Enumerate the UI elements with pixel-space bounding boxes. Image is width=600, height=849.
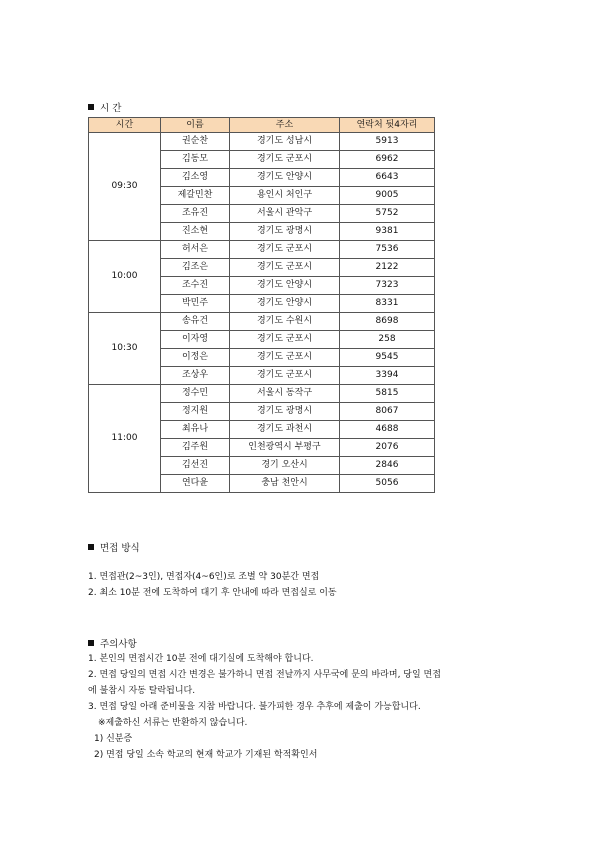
- contact-cell: 2122: [340, 259, 435, 277]
- contact-cell: 8331: [340, 295, 435, 313]
- contact-cell: 8698: [340, 313, 435, 331]
- schedule-heading: [88, 100, 121, 114]
- time-cell: 10:30: [89, 313, 161, 385]
- name-cell: 조수진: [161, 277, 230, 295]
- note-line: 3. 면접 당일 아래 준비물을 지참 바랍니다. 불가피한 경우 추후에 제출이 가능합니다.: [88, 702, 421, 712]
- method-title: 면접 방식: [100, 543, 140, 554]
- table-row: [89, 385, 435, 403]
- table-row: [89, 313, 435, 331]
- contact-cell: 7323: [340, 277, 435, 295]
- contact-cell: 5752: [340, 205, 435, 223]
- note-line: 1. 본인의 면접시간 10분 전에 대기실에 도착해야 합니다.: [88, 654, 314, 664]
- contact-cell: 9005: [340, 187, 435, 205]
- contact-cell: 9545: [340, 349, 435, 367]
- address-cell: 용인시 처인구: [230, 187, 340, 205]
- square-bullet-icon: [88, 104, 94, 110]
- address-cell: 경기 오산시: [230, 457, 340, 475]
- method-item: 2. 최소 10분 전에 도착하여 대기 후 안내에 따라 면접실로 이동: [88, 588, 337, 598]
- contact-cell: 8067: [340, 403, 435, 421]
- header-name: 이름: [161, 118, 230, 133]
- address-cell: 경기도 수원시: [230, 313, 340, 331]
- contact-cell: 5815: [340, 385, 435, 403]
- header-contact: 연락처 뒷4자리: [340, 118, 435, 133]
- name-cell: 김소영: [161, 169, 230, 187]
- address-cell: 인천광역시 부평구: [230, 439, 340, 457]
- note-line: 2. 면접 당일의 면접 시간 변경은 불가하니 면접 전날까지 사무국에 문의 바라며, 당일 면접: [88, 670, 441, 680]
- contact-cell: 3394: [340, 367, 435, 385]
- name-cell: 이자영: [161, 331, 230, 349]
- schedule-table: [88, 117, 435, 493]
- address-cell: 경기도 광명시: [230, 403, 340, 421]
- contact-cell: 6643: [340, 169, 435, 187]
- address-cell: 경기도 군포시: [230, 241, 340, 259]
- name-cell: 연다윤: [161, 475, 230, 493]
- name-cell: 권순찬: [161, 133, 230, 151]
- note-line: 에 불참시 자동 탈락됩니다.: [88, 686, 196, 696]
- contact-cell: 9381: [340, 223, 435, 241]
- note-line-remark: ※제출하신 서류는 반환하지 않습니다.: [98, 718, 248, 728]
- name-cell: 김동모: [161, 151, 230, 169]
- name-cell: 진소현: [161, 223, 230, 241]
- name-cell: 최유나: [161, 421, 230, 439]
- contact-cell: 258: [340, 331, 435, 349]
- contact-cell: 7536: [340, 241, 435, 259]
- address-cell: 경기도 군포시: [230, 349, 340, 367]
- name-cell: 김주원: [161, 439, 230, 457]
- address-cell: 경기도 군포시: [230, 259, 340, 277]
- contact-cell: 6962: [340, 151, 435, 169]
- contact-cell: 2076: [340, 439, 435, 457]
- address-cell: 서울시 관악구: [230, 205, 340, 223]
- name-cell: 박민주: [161, 295, 230, 313]
- address-cell: 경기도 군포시: [230, 331, 340, 349]
- address-cell: 경기도 군포시: [230, 367, 340, 385]
- square-bullet-icon: [88, 544, 94, 550]
- address-cell: 경기도 안양시: [230, 277, 340, 295]
- header-address: 주소: [230, 118, 340, 133]
- table-row: [89, 133, 435, 151]
- address-cell: 경기도 안양시: [230, 169, 340, 187]
- notes-title: 주의사항: [100, 639, 137, 650]
- contact-cell: 5913: [340, 133, 435, 151]
- name-cell: 정수민: [161, 385, 230, 403]
- address-cell: 경기도 성남시: [230, 133, 340, 151]
- name-cell: 제갈민찬: [161, 187, 230, 205]
- note-line-item: 2) 면접 당일 소속 학교의 현재 학교가 기재된 학적확인서: [94, 750, 318, 760]
- name-cell: 조유진: [161, 205, 230, 223]
- time-cell: 09:30: [89, 133, 161, 241]
- notes-list: [88, 651, 441, 763]
- schedule-body: [89, 133, 435, 493]
- schedule-title: 시 간: [100, 103, 122, 114]
- note-line-item: 1) 신분증: [94, 734, 133, 744]
- name-cell: 김선진: [161, 457, 230, 475]
- time-cell: 11:00: [89, 385, 161, 493]
- contact-cell: 5056: [340, 475, 435, 493]
- address-cell: 경기도 군포시: [230, 151, 340, 169]
- address-cell: 서울시 동작구: [230, 385, 340, 403]
- time-cell: 10:00: [89, 241, 161, 313]
- name-cell: 김조은: [161, 259, 230, 277]
- address-cell: 경기도 광명시: [230, 223, 340, 241]
- name-cell: 이정은: [161, 349, 230, 367]
- address-cell: 충남 천안시: [230, 475, 340, 493]
- table-row: [89, 241, 435, 259]
- contact-cell: 4688: [340, 421, 435, 439]
- method-item: 1. 면접관(2~3인), 면접자(4~6인)로 조별 약 30분간 면접: [88, 572, 320, 582]
- method-list: [88, 569, 337, 601]
- notes-heading: [88, 636, 137, 650]
- table-header-row: [89, 118, 435, 133]
- contact-cell: 2846: [340, 457, 435, 475]
- method-heading: [88, 540, 140, 554]
- address-cell: 경기도 과천시: [230, 421, 340, 439]
- name-cell: 허서은: [161, 241, 230, 259]
- name-cell: 송유건: [161, 313, 230, 331]
- name-cell: 조상우: [161, 367, 230, 385]
- square-bullet-icon: [88, 640, 94, 646]
- header-time: 시간: [89, 118, 161, 133]
- name-cell: 정지원: [161, 403, 230, 421]
- address-cell: 경기도 안양시: [230, 295, 340, 313]
